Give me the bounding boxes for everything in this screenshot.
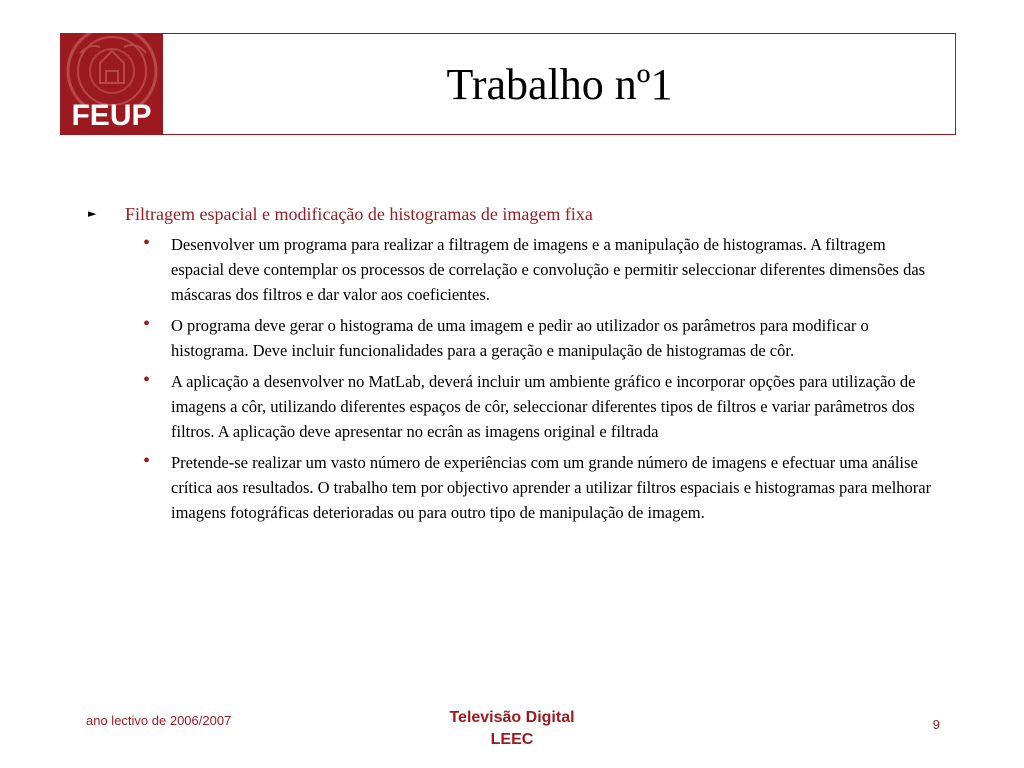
- bullet-text: O programa deve gerar o histograma de uma imagem e pedir ao utilizador os parâmetros para modificar o histograma. Deve incluir funcionalidades para a geração e manipulação de histogramas de côr.: [171, 316, 869, 360]
- university-seal-icon: [60, 33, 163, 108]
- level1-item: [88, 202, 938, 226]
- feup-logo: [60, 33, 163, 135]
- bullet-dot-icon: •: [143, 232, 151, 254]
- bullet-text: A aplicação a desenvolver no MatLab, deverá incluir um ambiente gráfico e incorporar opções para utilização de imagens a côr, utilizando diferentes espaços de côr, seleccionar diferentes tipos de filtros e variar parâmetros dos filtros. A aplicação deve apresentar no ecrân as imagens original e filtrada: [171, 372, 916, 441]
- bullet-text: Desenvolver um programa para realizar a filtragem de imagens e a manipulação de histogramas. A filtragem espacial deve contemplar os processos de correlação e convolução e permitir seleccionar diferentes dimensões das máscaras dos filtros e dar valor aos coeficientes.: [171, 235, 926, 304]
- level1-text: Filtragem espacial e modificação de histogramas de imagem fixa: [125, 204, 593, 224]
- bullet-dot-icon: •: [143, 369, 151, 391]
- bullet-item: [143, 313, 938, 363]
- footer-course-line1: Televisão Digital: [449, 709, 575, 726]
- triangle-right-icon: ►: [88, 207, 97, 220]
- bullet-text: Pretende-se realizar um vasto número de experiências com um grande número de imagens e efectuar uma análise crítica aos resultados. O trabalho tem por objectivo aprender a utilizar filtros espaciais e histogramas para melhorar imagens fotográficas deterioradas ou para outro tipo de manipulação de imagem.: [171, 453, 932, 522]
- bullet-item: [143, 450, 938, 525]
- bullet-item: [143, 369, 938, 444]
- page-number: 9: [932, 717, 940, 732]
- slide-content: [88, 202, 938, 531]
- bullet-dot-icon: •: [143, 313, 151, 335]
- logo-text: FEUP: [71, 99, 152, 132]
- footer-course: [412, 707, 612, 751]
- bullet-dot-icon: •: [143, 450, 151, 472]
- footer-academic-year: ano lectivo de 2006/2007: [86, 713, 232, 728]
- slide-title: Trabalho nº1: [446, 59, 673, 109]
- footer-course-line2: LEEC: [490, 731, 534, 748]
- bullet-item: [143, 232, 938, 307]
